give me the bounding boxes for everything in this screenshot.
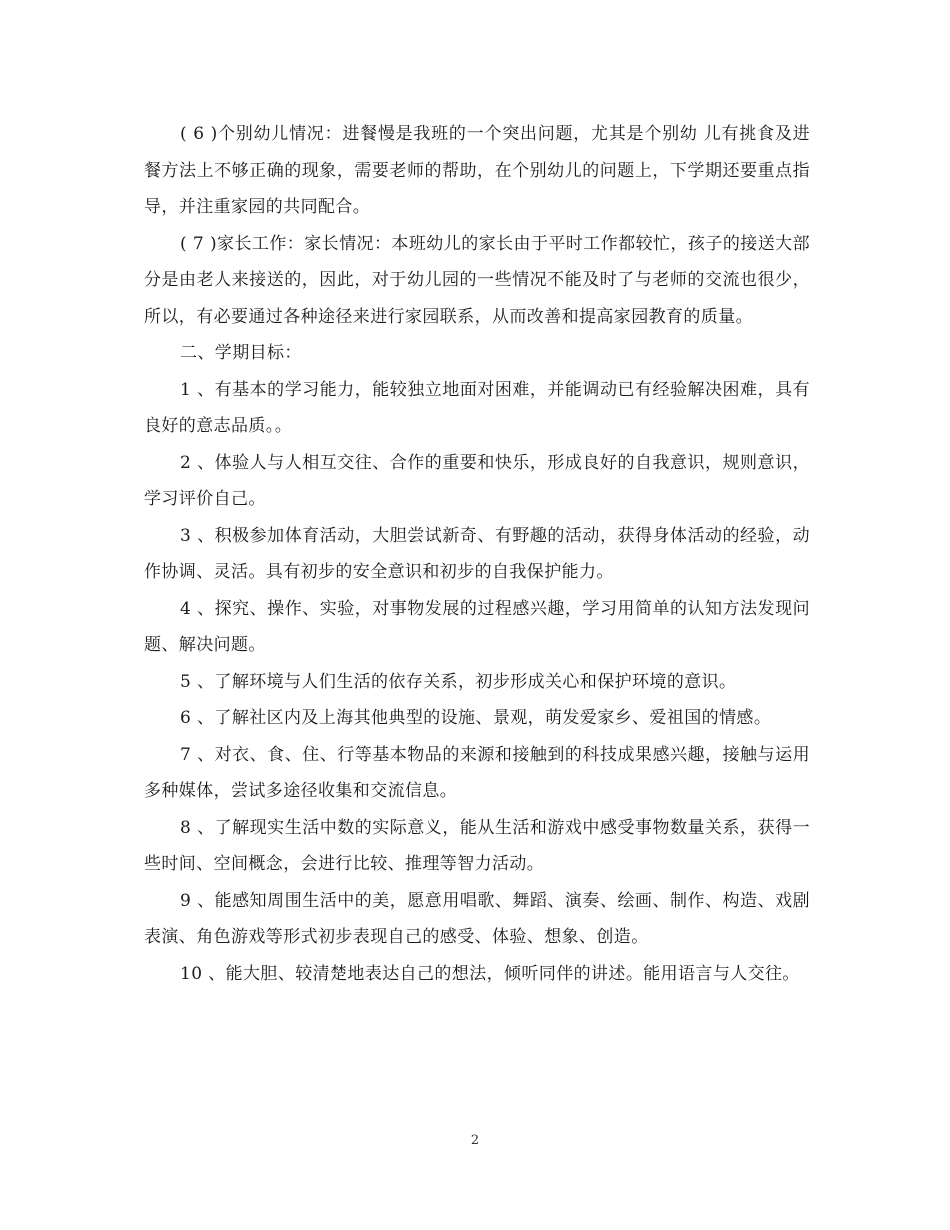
goal-item-6: 6 、了解社区内及上海其他典型的设施、景观，萌发爱家乡、爱祖国的情感。	[180, 708, 772, 728]
document-body	[144, 116, 810, 992]
goal-item-2: 2 、体验人与人相互交往、合作的重要和快乐，形成良好的自我意识，规则意识，学习评价自己。	[144, 452, 810, 509]
goal-item-8: 8 、了解现实生活中数的实际意义，能从生活和游戏中感受事物数量关系，获得一些时间、空间概念，会进行比较、推理等智力活动。	[144, 817, 810, 874]
goal-item-1: 1 、有基本的学习能力，能较独立地面对困难，并能调动已有经验解决困难，具有良好的意志品质。。	[144, 379, 810, 436]
goal-item-9: 9 、能感知周围生活中的美，愿意用唱歌、舞蹈、演奏、绘画、制作、构造、戏剧表演、角色游戏等形式初步表现自己的感受、体验、想象、创造。	[144, 890, 810, 947]
paragraph-individual-children: ( 6 )个别幼儿情况：进餐慢是我班的一个突出问题，尤其是个别幼 儿有挑食及进餐方法上不够正确的现象，需要老师的帮助，在个别幼儿的问题上，下学期还要重点指导，并注重家园的共同配合。	[144, 124, 810, 217]
paragraph-parent-work: ( 7 )家长工作：家长情况：本班幼儿的家长由于平时工作都较忙，孩子的接送大部分是由老人来接送的，因此，对于幼儿园的一些情况不能及时了与老师的交流也很少，所以，有必要通过各种途径来进行家园联系，从而改善和提高家园教育的质量。	[144, 233, 810, 327]
goal-item-7: 7 、对衣、食、住、行等基本物品的来源和接触到的科技成果感兴趣，接触与运用多种媒体，尝试多途径收集和交流信息。	[144, 744, 810, 801]
goal-item-5: 5 、了解环境与人们生活的依存关系，初步形成关心和保护环境的意识。	[180, 671, 737, 692]
goal-item-3: 3 、积极参加体育活动，大胆尝试新奇、有野趣的活动，获得身体活动的经验，动作协调、灵活。具有初步的安全意识和初步的自我保护能力。	[144, 525, 810, 582]
goal-item-4: 4 、探究、操作、实验，对事物发展的过程感兴趣，学习用简单的认知方法发现问题、解决问题。	[144, 598, 810, 655]
section-heading-semester-goals: 二、学期目标：	[180, 343, 302, 363]
page-number: 2	[470, 1133, 480, 1148]
goal-item-10: 10 、能大胆、较清楚地表达自己的想法，倾听同伴的讲述。能用语言与人交往。	[180, 963, 800, 984]
